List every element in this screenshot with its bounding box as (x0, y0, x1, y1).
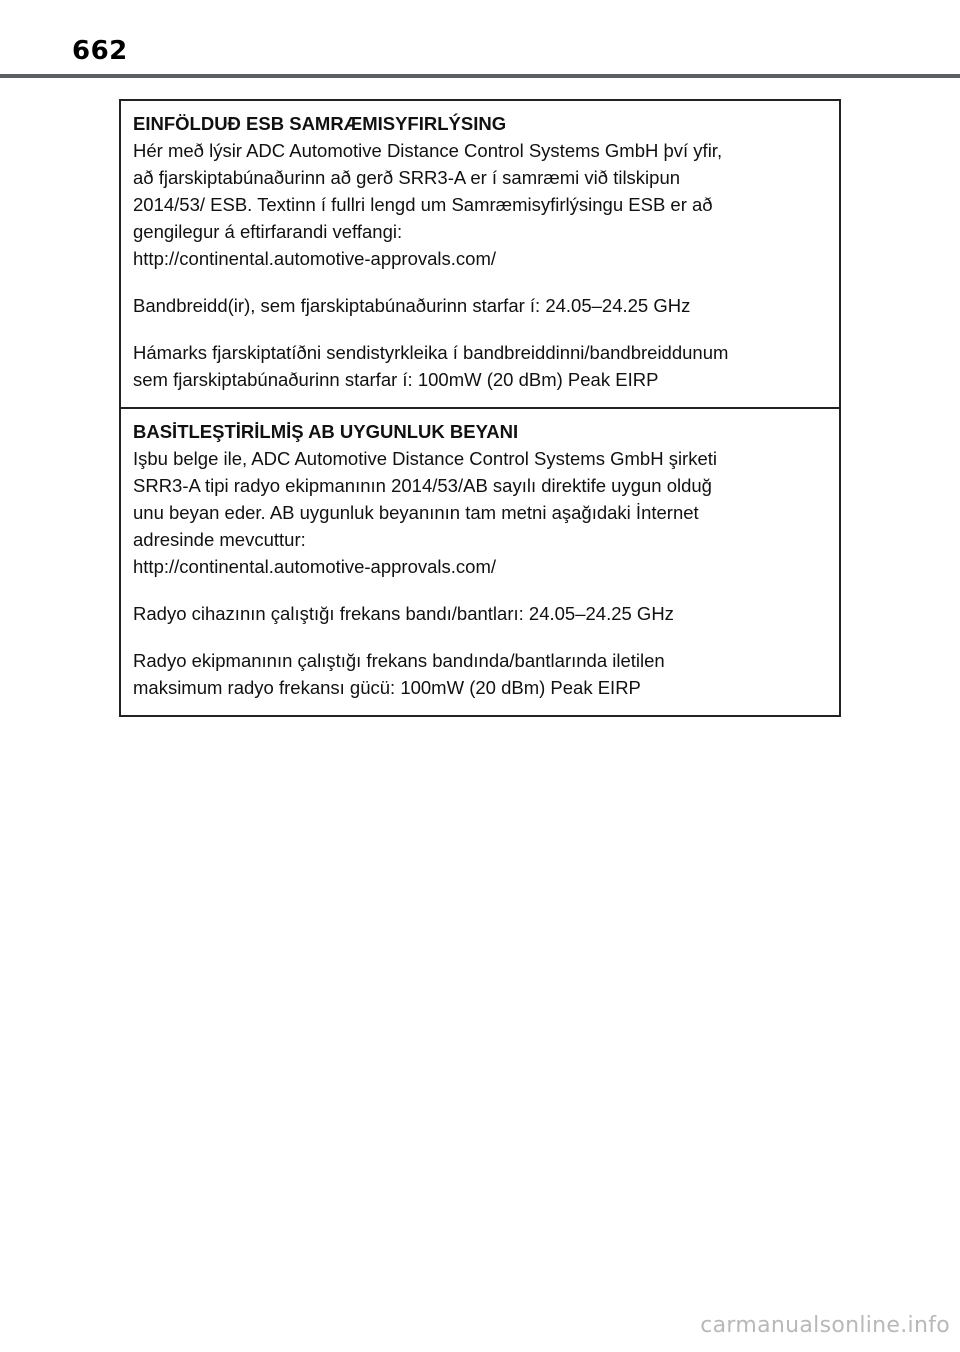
power-line: Hámarks fjarskiptatíðni sendistyrkleika í bandbreiddinni/bandbreiddunum (133, 342, 729, 363)
power-line: Radyo ekipmanının çalıştığı frekans bandında/bantlarında iletilen (133, 650, 665, 671)
body-line: gengilegur á eftirfarandi veffangi: (133, 221, 403, 242)
section-title: EINFÖLDUÐ ESB SAMRÆMISYFIRLÝSING (133, 113, 507, 134)
declaration-section-turkish (121, 407, 839, 715)
url-text: http://continental.automotive-approvals.com/ (133, 556, 496, 577)
watermark-text: carmanualsonline.info (700, 1313, 950, 1338)
paragraph-gap (133, 627, 827, 647)
declaration-box (119, 99, 841, 717)
body-line: SRR3-A tipi radyo ekipmanının 2014/53/AB sayılı direktife uygun olduğ (133, 475, 712, 496)
power-line: maksimum radyo frekansı gücü: 100mW (20 dBm) Peak EIRP (133, 677, 641, 698)
paragraph-gap (133, 272, 827, 292)
body-line: unu beyan eder. AB uygunluk beyanının tam metni aşağıdaki İnternet (133, 502, 699, 523)
body-line: Hér með lýsir ADC Automotive Distance Control Systems GmbH því yfir, (133, 140, 723, 161)
page-number: 662 (72, 36, 128, 66)
body-line: adresinde mevcuttur: (133, 529, 306, 550)
paragraph-gap (133, 319, 827, 339)
frequency-band-line: Bandbreidd(ir), sem fjarskiptabúnaðurinn starfar í: 24.05–24.25 GHz (133, 295, 691, 316)
body-line: að fjarskiptabúnaðurinn að gerð SRR3-A er í samræmi við tilskipun (133, 167, 681, 188)
url-text: http://continental.automotive-approvals.com/ (133, 248, 496, 269)
power-line: sem fjarskiptabúnaðurinn starfar í: 100mW (20 dBm) Peak EIRP (133, 369, 659, 390)
body-line: Işbu belge ile, ADC Automotive Distance Control Systems GmbH şirketi (133, 448, 718, 469)
header-rule (0, 74, 960, 78)
section-title: BASİTLEŞTİRİLMİŞ AB UYGUNLUK BEYANI (133, 421, 519, 442)
body-line: 2014/53/ ESB. Textinn í fullri lengd um Samræmisyfirlýsingu ESB er að (133, 194, 713, 215)
frequency-band-line: Radyo cihazının çalıştığı frekans bandı/bantları: 24.05–24.25 GHz (133, 603, 674, 624)
declaration-section-icelandic (121, 101, 839, 407)
paragraph-gap (133, 580, 827, 600)
